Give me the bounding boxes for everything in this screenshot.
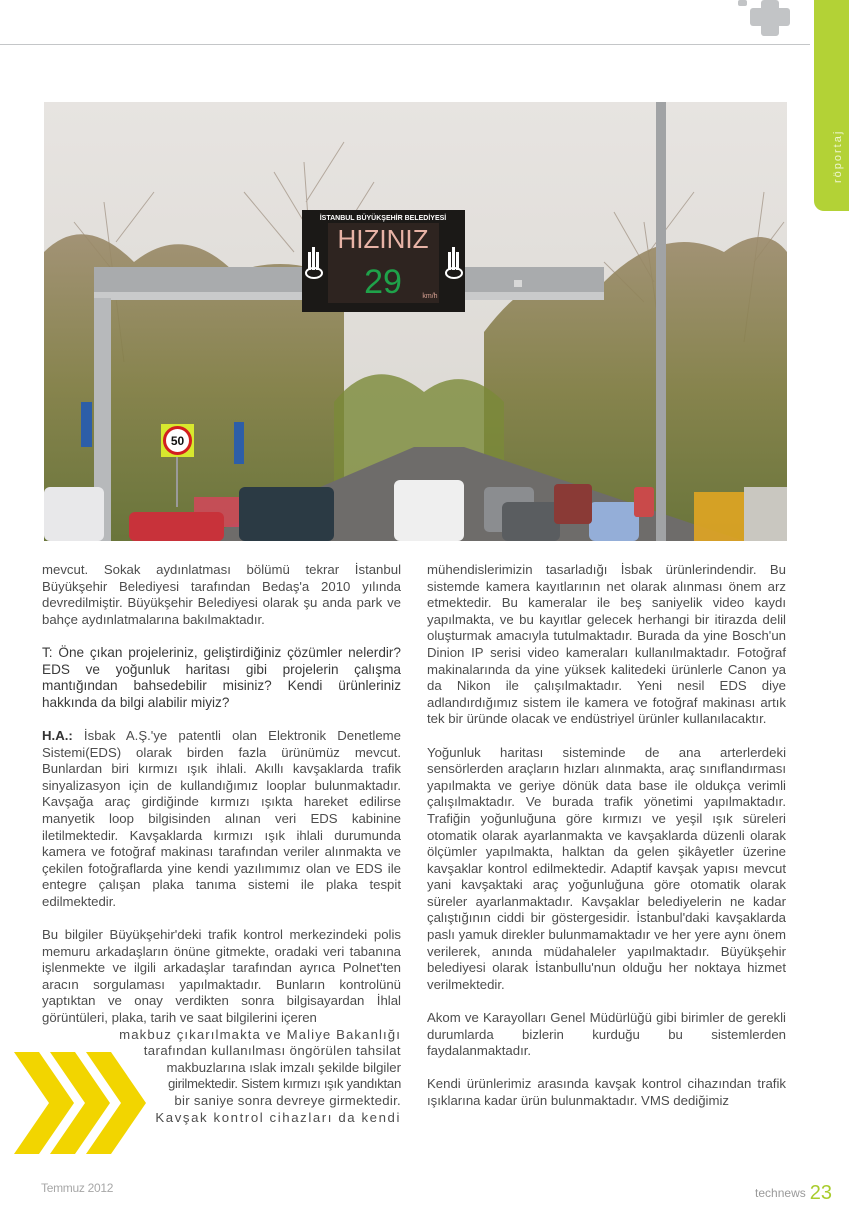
article-photo — [44, 102, 787, 541]
article-column-right — [427, 562, 786, 1126]
section-label: röportaj — [832, 129, 844, 183]
text-line: tarafından kullanılması öngörülen tahsilat — [143, 1043, 401, 1059]
vms-sign-title: HIZINIZ — [337, 224, 429, 254]
answer-lead: H.A.: — [42, 727, 73, 743]
paragraph: Yoğunluk haritası sisteminde de ana arterlerdeki sensörlerden araçların hızları alınmakta, araç sınıflandırması yapılmakta ve geriye dönük data base ile oldukça verimli çalışılmaktadır. Ve burada trafik yönetimi yapılmaktadır. Trafiğin yoğunluğuna göre kırmızı ve yeşil ışık süreleri otomatik olarak ayarlanmakta ve kavşaklarda düzenli olarak ölçümler yapılmakta, halktan da gelen şikâyetler üzerine kavşaklar kontrol edilmektedir. Adaptif kavşak yapısı mevcut yani kavşaktaki araç yoğunluğuna göre otomatik olarak süreler ayarlanmaktadır. Kavşaklar belediyelerin ne kadar çalıştığının ciddi bir göstergesidir. İstanbul'daki kavşaklarda paslı yamuk direkler bulunmamaktadır ve her yere aynı önem verilerek, anında müdahaleler yapılmaktadır. Büyükşehir belediyesi olarak İstanbullu'nun olduğu her noktaya hizmet verilmektedir. — [427, 744, 786, 992]
text-line: girilmektedir. Sistem kırmızı ışık yandıktan — [167, 1076, 401, 1092]
magazine-name: technews — [755, 1186, 806, 1200]
text-line: bir saniye sonra devreye girmektedir. — [174, 1093, 401, 1108]
text-line: Kavşak kontrol cihazları da kendi — [155, 1109, 401, 1125]
paragraph: mühendislerimizin tasarladığı İsbak ürünlerindendir. Bu sistemde kamera kayıtlarının net olarak alınması önem arz etmektedir. Bu kameralar ile beş saniyelik video kaydı yapılmakta, ve bu kayıtlar gelecek herhangi bir itirazda delil oluşturmak amacıyla tutulmaktadır. Burada da yine Bosch'un Dinion IP serisi video kameraları kullanılmaktadır. Fotoğraf makinalarında da yine yüksek kalitedeki ürünlerle Canon ya da Nikon ile çalışılmaktadır. Yeni nesil EDS diye adlandırdığımız sistem ile kamera ve fotoğraf makinası artık tek bir üründe olacak ve endüstriyel ürünler kullanılacaktır. — [427, 562, 786, 727]
answer-text: İsbak A.Ş.'ye patentli olan Elektronik Denetleme Sistemi(EDS) olarak birden fazla ürünümüz mevcut. Bunlardan biri kırmızı ışık ihlali. Akıllı kavşaklarda trafik sinyalizasyon için de kullandığımız looplar bulunmaktadır. Kavşağa araç girdiğinde kırmızı ışıkta hareket edilirse manyetik loop bilgisinden alınan veri EDS kabinine iletilmektedir. Kavşaklarda kırmızı ışık ihlali durumunda kamera ve fotoğraf makinası tarafından veriler alınmakta ve çekilen fotoğraflarda yine kendi yazılımımız olan ve EDS ile entegre çalışan plaka tanıma sistemi ile plaka tespit edilmektedir. — [42, 727, 401, 909]
interview-answer — [42, 728, 401, 911]
paragraph: Kendi ürünlerimiz arasında kavşak kontrol cihazından trafik ışıklarına kadar ürün bulunmaktadır. VMS dediğimiz — [427, 1076, 786, 1108]
chevrons-icon — [14, 1052, 149, 1154]
paragraph: mevcut. Sokak aydınlatması bölümü tekrar İstanbul Büyükşehir Belediyesi tarafından Bedaş'a 2010 yılında devredilmiştir. Büyükşehir Belediyesi olarak şu anda park ve bahçe aydınlatmalarına bakılmaktadır. — [42, 562, 401, 627]
text-line: makbuzlarına ıslak imzalı şekilde bilgiler — [166, 1059, 401, 1075]
section-tab — [814, 0, 849, 211]
text-line: makbuz çıkarılmakta ve Maliye Bakanlığı — [119, 1026, 401, 1042]
page-number: 23 — [809, 1182, 832, 1204]
article-column-left — [42, 562, 401, 1126]
vms-sign-speed: 29 — [364, 263, 402, 301]
speed-limit-value: 50 — [170, 434, 185, 448]
vms-sign-unit: km/h — [422, 293, 438, 300]
light-pole — [656, 102, 666, 541]
paragraph: Akom ve Karayolları Genel Müdürlüğü gibi birimler de gerekli durumlarda bizlerin kurduğu bu sistemlerden faydalanmaktadır. — [427, 1010, 786, 1059]
paragraph-text: Bu bilgiler Büyükşehir'deki trafik kontrol merkezindeki polis memuru arkadaşların önüne gitmekte, oradaki veri tabanına işlenmekte ve ilgili arkadaşlar tarafından ayrıca Polnet'ten aracın sorgulaması yapılmaktadır. Bunların kontrolünü yaptıktan ve onay verdikten sonra bilgisayardan İhlal görüntüleri, plaka, tarih ve saat bilgilerini içeren — [42, 927, 401, 1026]
footer-date: Temmuz 2012 — [41, 1181, 114, 1195]
interview-question: T: Öne çıkan projeleriniz, geliştirdiğiniz çözümler nelerdir? EDS ve yoğunluk haritası gibi projelerin çalışma mantığından bahsedebilir misiniz? Kendi ürünleriniz hakkında da bilgi alabilir miyiz? — [42, 644, 401, 710]
paragraph — [42, 927, 401, 1027]
footer-brand — [755, 1182, 832, 1205]
plus-icon — [738, 0, 790, 36]
header-divider — [0, 44, 810, 45]
vms-sign-header: İSTANBUL BÜYÜKŞEHİR BELEDİYESİ — [319, 215, 447, 222]
